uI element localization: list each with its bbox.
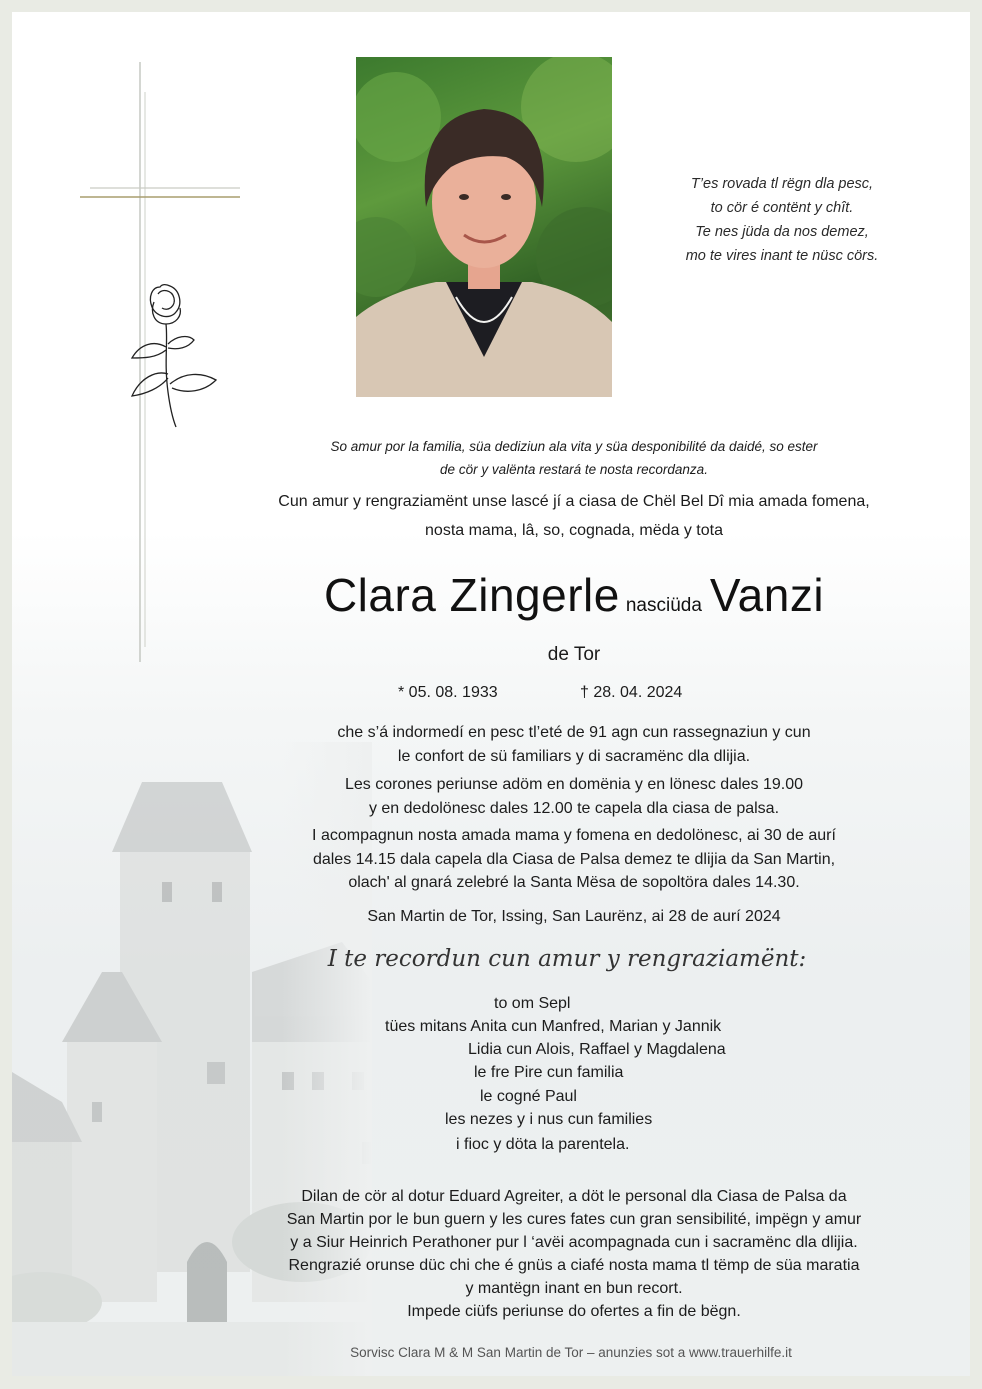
announcement-line: che s’á indormedí en pesc tl’eté de 91 agn cun rassegnaziun y cun [337,724,811,741]
intro [12,487,970,545]
mourner-line: Lidia cun Alois, Raffael y Magdalena [468,1041,726,1058]
thanks-line: y a Siur Heinrich Perathoner pur l ‘avëi acompagnada cun i sacramënc dla dlijia. [290,1234,858,1251]
birth-label: nasciüda [625,595,702,616]
obituary-page [12,12,970,1376]
intro-italic-line: de cör y valënta restará te nosta recordanza. [440,462,708,477]
mourner-line: to om Sepl [494,995,571,1012]
intro-line: nosta mama, lâ, so, cognada, mëda y tota [425,522,723,539]
mourners-heading: I te recordun cun amur y rengraziamënt: [327,946,807,972]
portrait-photo [356,57,612,397]
death-date: † 28. 04. 2024 [580,684,683,701]
thanks-line: San Martin por le bun guern y les cures fates cun gran sensibilité, impëgn y amur [286,1211,862,1228]
announcement-line: olach' al gnará zelebré la Santa Mësa de sopoltöra dales 14.30. [348,874,800,891]
announcement-paragraph-1 [12,721,970,768]
mourner-line: les nezes y i nus cun families [445,1111,653,1128]
mourner-line: le fre Pire cun familia [474,1064,624,1081]
origin: de Tor [547,644,601,665]
poem-line: Te nes jüda da nos demez, [695,224,869,240]
intro-italic-line: So amur por la familia, süa dediziun ala vita y süa desponibilité da daidé, so ester [330,439,818,454]
poem-line: mo te vires inant te nüsc cörs. [685,248,879,264]
footer-credit: Sorvisc Clara M & M San Martin de Tor – anunzies sot a www.trauerhilfe.it [350,1345,792,1360]
maiden-name: Vanzi [709,569,825,621]
mourner-line: tües mitans Anita cun Manfred, Marian y Jannik [385,1018,722,1035]
announcement-line: dales 14.15 dala capela dla Ciasa de Palsa demez te dlijia da San Martin, [312,850,836,868]
thanks-line: Impede ciüfs periunse do ofertes a fin de bëgn. [407,1303,741,1320]
announcement-line: Les corones periunse adöm en domënia y en lönesc dales 19.00 [344,776,804,793]
intro-line: Cun amur y rengraziamënt unse lascé jí a ciasa de Chël Bel Dî mia amada fomena, [278,493,870,510]
announcement-line: y en dedolönesc dales 12.00 te capela dla ciasa de palsa. [368,799,780,817]
poem-line: to cör é contënt y chît. [710,200,854,216]
announcement-paragraph-2 [12,773,970,820]
thanks-line: Rengrazié orunse düc chi che é gnüs a ciafé nosta mama tl tëmp de süa maratia [288,1257,860,1274]
poem [617,172,947,268]
announcement-line: I acompagnun nosta amada mama y fomena en dedolönesc, ai 30 de aurí [312,827,836,844]
mourner-line: le cogné Paul [480,1088,577,1105]
mourner-line: i fioc y döta la parentela. [456,1136,630,1153]
announcement-line: le confort de sü familiars y di sacramënc dla dlijia. [397,747,751,765]
thanks-line: y mantëgn inant en bun recort. [465,1280,683,1297]
intro-italic [12,435,970,481]
place-date: San Martin de Tor, Issing, San Laurënz, ai 28 de aurí 2024 [367,908,781,925]
thanks-paragraph [12,1185,970,1323]
first-name: Clara Zingerle [323,569,620,621]
poem-line: T’es rovada tl rëgn dla pesc, [690,176,874,192]
birth-date: * 05. 08. 1933 [398,684,498,701]
announcement-paragraph-3 [12,824,970,895]
thanks-line: Dilan de cör al dotur Eduard Agreiter, a döt le personal dla Ciasa de Palsa da [301,1188,847,1205]
deceased-name [12,568,970,622]
